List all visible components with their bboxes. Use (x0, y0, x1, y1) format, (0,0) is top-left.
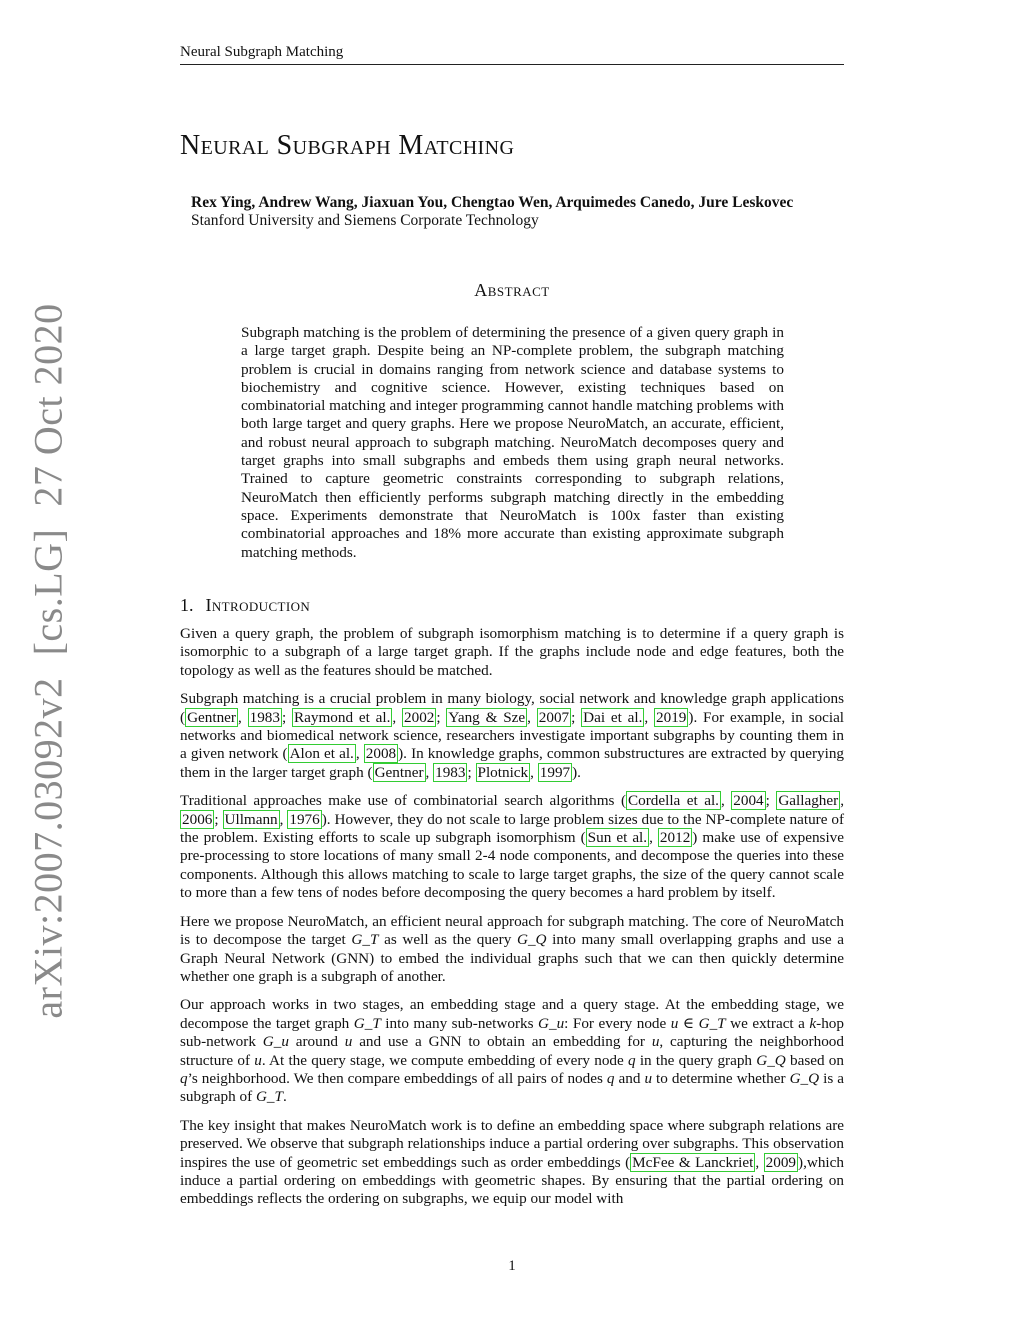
section-number: 1. (180, 595, 194, 615)
citation-link[interactable]: Yang & Sze (448, 708, 526, 726)
paragraph-6: The key insight that makes NeuroMatch work is to define an embedding space where subgraph relations are preserved. We observe that subgraph relationships induce a partial ordering over subgraphs. This observation inspires the use of geometric set embeddings such as order embeddings ( McFee & Lanckriet , 2009 ),which induce a partial ordering on embeddings with geometric shapes. By ensuring that the partial ordering on embeddings reflects the ordering on subgraphs, we equip our model with (180, 1116, 844, 1208)
affiliation: Stanford University and Siemens Corporate Technology (191, 212, 539, 229)
math-symbol: u (651, 1033, 660, 1051)
math-symbol: G_u (262, 1033, 289, 1051)
paragraph-5: Our approach works in two stages, an embedding stage and a query stage. At the embedding stage, we decompose the target graph G_T into many sub-networks G_u: For every node u ∈ G_T we extract a k-hop sub-network G_u around u and use a GNN to obtain an embedding for u, capturing the neighborhood structure of u. At the query stage, we compute embedding of every node q in the query graph G_Q based on q’s neighborhood. We then compare embeddings of all pairs of nodes q and u to determine whether G_Q is a subgraph of G_T. (180, 996, 844, 1106)
paragraph-3: Traditional approaches make use of combinatorial search algorithms ( Cordella et al. , 2004 ; Gallagher , 2006 ; Ullmann , 1976 ). However, they do not scale to large problem sizes due to the NP-complete nature of the problem. Existing efforts to scale up subgraph isomorphism ( Sun et al. , 2012 ) make use of expensive pre-processing to store locations of many small 2-4 node components, and decompose the queries into these components. Although this allows matching to scale to large target graphs, the size of the query cannot scale to more than a few tens of nodes before decomposing the query becomes a hard problem by itself. (180, 792, 845, 902)
math-symbol: G_Q (789, 1069, 820, 1087)
math-symbol: k (809, 1014, 817, 1032)
running-head: Neural Subgraph Matching (180, 44, 844, 65)
math-symbol: G_T (353, 1014, 381, 1032)
page-number: 1 (508, 1258, 516, 1274)
paragraph-4: Here we propose NeuroMatch, an efficient neural approach for subgraph matching. The core of NeuroMatch is to decompose the target G_T as well as the query G_Q into many small overlapping graphs and use a Graph Neural Network (GNN) to embed the individual graphs such that we can then quickly determine whether one graph is a subgraph of another. (180, 912, 845, 985)
citation-link[interactable]: 2004 (733, 792, 764, 810)
math-symbol: u (644, 1069, 653, 1087)
citation-link[interactable]: 2002 (404, 708, 435, 726)
math-symbol: G_u (538, 1014, 565, 1032)
math-symbol: q (180, 1069, 188, 1087)
citation-link[interactable]: 2007 (538, 708, 570, 726)
abstract-text: Subgraph matching is the problem of determining the presence of a given query graph in a large target graph. Despite being an NP-complete problem, the subgraph matching problem is crucial in domains ranging from network science and database systems to biochemistry and cognitive science. However, existing techniques based on combinatorial matching and integer programming cannot handle matching problems with both large target and query graphs. Here we propose NeuroMatch, an accurate, efficient, and robust neural approach to subgraph matching. NeuroMatch decomposes query and target graphs into small subgraphs and embeds them using graph neural networks. Trained to capture geometric constraints corresponding to subgraph relations, NeuroMatch then efficiently performs subgraph matching directly in the embedding space. Experiments demonstrate that NeuroMatch is 100x faster than existing combinatorial approaches and 18% more accurate than existing approximate subgraph matching methods. (241, 324, 784, 561)
paragraph-2: Subgraph matching is a crucial problem in many biology, social network and knowledge graph applications ( Gentner , 1983 ; Raymond et al. , 2002 ; Yang & Sze , 2007 ; Dai et al. , 2019 ). For example, in social networks and biomedical network science, researchers investigate important subgraphs by counting them in a given network ( Alon et al. , 2008 ). In knowledge graphs, common substructures are extracted by querying them in the larger target graph ( Gentner , 1983 ; Plotnick , 1997 ). (180, 690, 845, 781)
paragraph-1: Given a query graph, the problem of subgraph isomorphism matching is to determine if a query graph is isomorphic to a subgraph of a large target graph. If the graphs include node and edge features, both the topology as well as the features should be matched. (180, 625, 844, 679)
citation-link[interactable]: Plotnick (477, 763, 529, 781)
arxiv-category: [cs.LG] (25, 528, 71, 656)
citation-link[interactable]: Raymond et al. (294, 708, 391, 726)
math-symbol: G_T (255, 1088, 283, 1106)
citation-link[interactable]: 1983 (249, 708, 280, 726)
citation-link[interactable]: Ullmann (224, 810, 278, 828)
arxiv-date: 27 Oct 2020 (25, 303, 71, 507)
math-symbol: u ∈ G_T (670, 1014, 726, 1032)
citation-link[interactable]: 1983 (435, 763, 466, 781)
math-symbol: G_Q (516, 931, 547, 949)
citation-link[interactable]: 2008 (365, 745, 397, 763)
math-symbol: u (344, 1033, 353, 1051)
math-symbol: u (254, 1051, 262, 1069)
section-heading (180, 595, 310, 616)
math-symbol: q (606, 1069, 615, 1087)
citation-link[interactable]: McFee & Lanckriet (632, 1153, 754, 1171)
citation-link[interactable]: Gentner (187, 708, 236, 726)
math-symbol: G_T (351, 931, 379, 949)
arxiv-id: arXiv:2007.03092v2 (25, 677, 71, 1019)
citation-link[interactable]: Dai et al. (583, 708, 643, 726)
citation-link[interactable]: 2019 (656, 708, 687, 726)
citation-link[interactable]: Sun et al. (587, 829, 648, 847)
math-symbol: G_Q (756, 1051, 786, 1069)
math-symbol: q (628, 1051, 636, 1069)
author-list: Rex Ying, Andrew Wang, Jiaxuan You, Chengtao Wen, Arquimedes Canedo, Jure Leskovec (191, 194, 794, 211)
citation-link[interactable]: Gallagher (778, 792, 839, 810)
citation-link[interactable]: 1976 (289, 810, 320, 828)
abstract-heading: Abstract (474, 280, 550, 300)
citation-link[interactable]: 2006 (182, 810, 213, 828)
citation-link[interactable]: 2012 (659, 829, 691, 847)
citation-link[interactable]: Cordella et al. (628, 792, 719, 810)
section-body (180, 625, 844, 1219)
citation-link[interactable]: Gentner (374, 763, 424, 781)
citation-link[interactable]: Alon et al. (289, 745, 354, 763)
arxiv-stamp (25, 281, 72, 1018)
section-title: Introduction (205, 595, 311, 615)
citation-link[interactable]: 1997 (539, 763, 571, 781)
citation-link[interactable]: 2009 (765, 1153, 797, 1171)
paper-title: Neural Subgraph Matching (180, 130, 515, 161)
